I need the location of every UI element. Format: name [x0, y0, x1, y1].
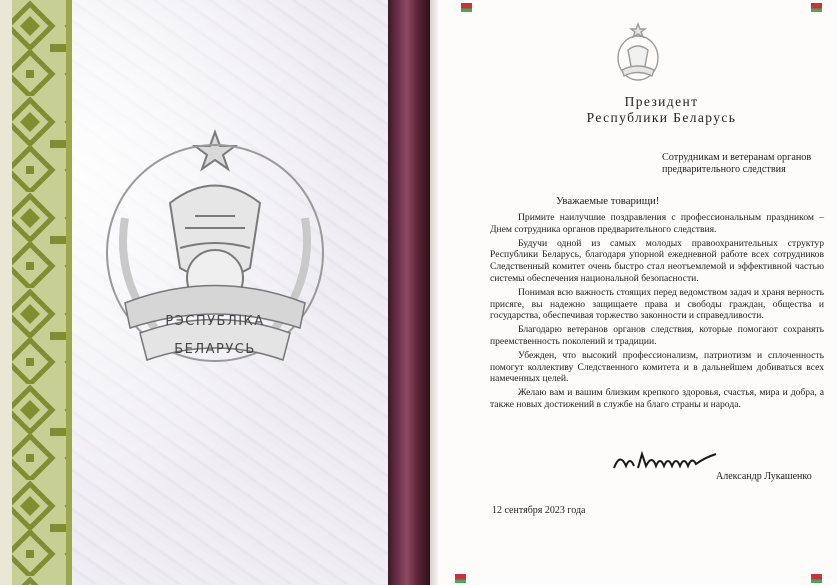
paragraph: Желаю вам и вашим близким крепкого здоровья, счастья, мира и добра, а также новых достижений в службе на благо страны и народа.	[490, 387, 824, 410]
letter-body	[490, 212, 824, 413]
signer-name: Александр Лукашенко	[716, 471, 812, 482]
handwritten-signature	[612, 448, 722, 474]
page-edge	[430, 0, 438, 585]
letter-date: 12 сентября 2023 года	[492, 505, 586, 516]
paragraph: Понимая всю важность стоящих перед ведомством задач и храня верность присяге, вы надежно защищаете права и свободы граждан, общества и государства, обеспечивая торжество законности и справедливости.	[490, 286, 824, 322]
paragraph: Будучи одной из самых молодых правоохранительных структур Республики Беларусь, благодаря упорной ежедневной работе всех сотрудников Следственный комитет очень быстро стал неотъемлемой и эффективной частью системы обеспечения национальной безопасности.	[490, 237, 824, 284]
book-binding	[388, 0, 430, 585]
letterhead-subtitle: Республики Беларусь	[586, 110, 737, 125]
paragraph: Примите наилучшие поздравления с профессиональным праздником – Днем сотрудника органов предварительного следствия.	[490, 212, 824, 235]
cover-panel	[0, 0, 388, 585]
flag-mark-top	[458, 3, 472, 12]
flag-mark-bottom-right	[808, 574, 822, 583]
letterhead-emblem	[614, 22, 662, 84]
addressee: Сотрудникам и ветеранам органов предварительного следствия	[662, 152, 812, 175]
salutation: Уважаемые товарищи!	[556, 195, 660, 207]
letterhead-title: Президент	[624, 94, 699, 109]
svg-text:БЕЛАРУСЬ: БЕЛАРУСЬ	[174, 342, 256, 357]
paragraph: Убежден, что высокий профессионализм, патриотизм и сплоченность помогут коллективу Следственного комитета и в дальнейшем добиваться всех намеченных целей.	[490, 349, 824, 385]
paragraph: Благодарю ветеранов органов следствия, которые помогают сохранять преемственность поколений и традиции.	[490, 324, 824, 347]
flag-mark-bottom	[452, 574, 466, 583]
coat-of-arms-emblem	[85, 128, 345, 386]
flag-mark-top-right	[808, 3, 822, 12]
ornament-band	[0, 0, 76, 585]
svg-text:РЭСПУБЛІКА: РЭСПУБЛІКА	[165, 314, 265, 329]
